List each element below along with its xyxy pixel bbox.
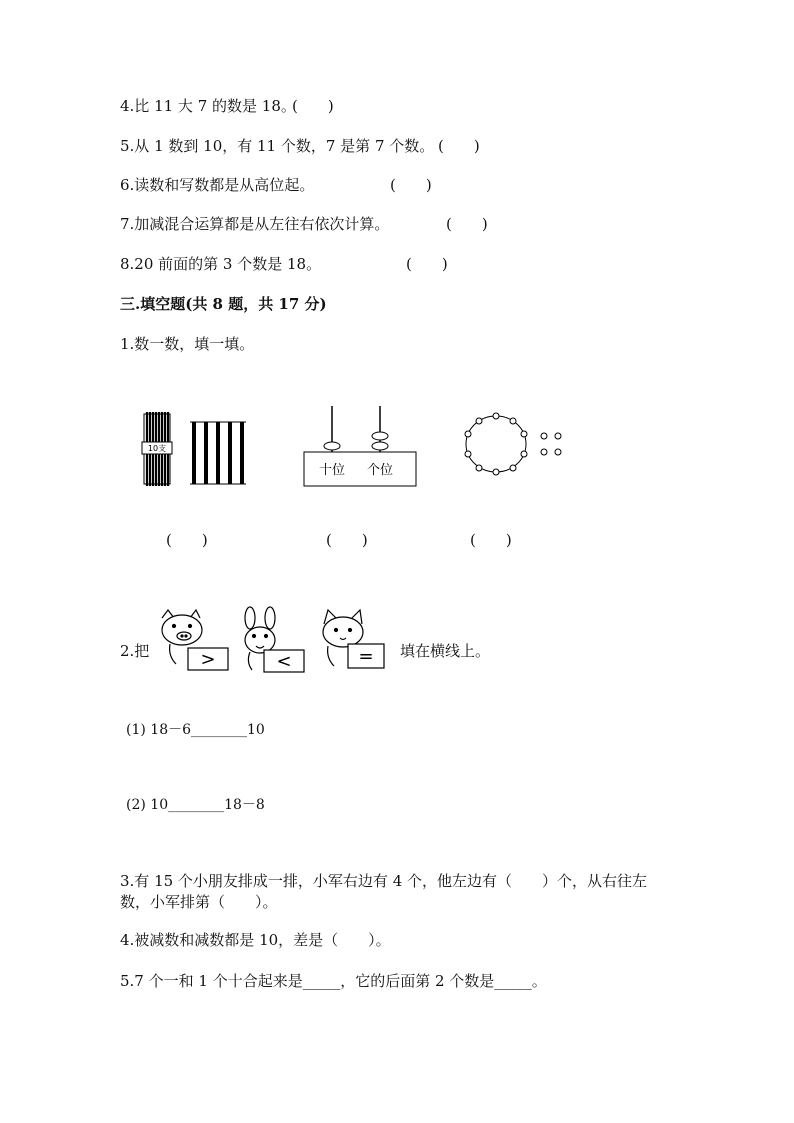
judge-question-6: 6.读数和写数都是从高位起。 [120, 176, 315, 194]
abacus-bead-icon [324, 442, 340, 450]
judge-question-5: 5.从 1 数到 10，有 11 个数，7 是第 7 个数。 [120, 137, 435, 155]
fill-question-5[interactable]: 5.7 个一和 1 个十合起来是_____，它的后面第 2 个数是_____。 [120, 972, 547, 990]
answer-paren[interactable]: ( ) [446, 215, 488, 233]
answer-paren[interactable]: ( ) [292, 97, 334, 115]
single-sticks-icon [190, 422, 246, 484]
fill-question-2-item-2[interactable]: (2) 10________18－8 [126, 797, 265, 813]
loose-beads-icon [541, 433, 561, 455]
bead-ring-icon [465, 413, 527, 475]
animal-signs-figure [154, 606, 398, 676]
answer-paren[interactable]: ( ) [390, 176, 432, 194]
equals-sign: = [358, 646, 374, 667]
ones-label: 个位 [366, 463, 394, 478]
pig-holding-sign-icon [162, 610, 228, 670]
bundle-label: 10支 [147, 444, 167, 453]
rabbit-holding-sign-icon [245, 607, 304, 672]
fill-question-1: 1.数一数，填一填。 [120, 335, 255, 353]
judge-question-7: 7.加减混合运算都是从左往右依次计算。 [120, 215, 390, 233]
tens-label: 十位 [318, 463, 346, 478]
fill-question-2-suffix: 填在横线上。 [400, 642, 491, 660]
fill-question-2-item-1[interactable]: (1) 18－6________10 [126, 722, 265, 738]
abacus-figure [302, 404, 418, 488]
sticks-bundle-figure [138, 408, 248, 488]
abacus-bead-icon [372, 442, 388, 450]
greater-than-sign: > [200, 649, 216, 670]
fill-question-4[interactable]: 4.被减数和减数都是 10，差是（ ）。 [120, 931, 391, 949]
section-heading: 三.填空题(共 8 题，共 17 分) [120, 295, 327, 313]
fill-question-3-line-2[interactable]: 数，小军排第（ ）。 [120, 893, 278, 911]
answer-paren[interactable]: ( ) [406, 255, 448, 273]
abacus-bead-icon [372, 432, 388, 440]
judge-question-4: 4.比 11 大 7 的数是 18。 [120, 97, 296, 115]
answer-paren[interactable]: ( ) [326, 531, 368, 549]
beads-circle-figure [458, 412, 570, 480]
judge-question-8: 8.20 前面的第 3 个数是 18。 [120, 255, 322, 273]
cat-holding-sign-icon [323, 610, 384, 668]
answer-paren[interactable]: ( ) [438, 137, 480, 155]
answer-paren[interactable]: ( ) [470, 531, 512, 549]
fill-question-2-prefix: 2.把 [120, 642, 150, 660]
stick-bundle-icon [142, 412, 172, 486]
fill-question-3-line-1[interactable]: 3.有 15 个小朋友排成一排，小军右边有 4 个，他左边有（ ）个，从右往左 [120, 872, 648, 890]
answer-paren[interactable]: ( ) [166, 531, 208, 549]
less-than-sign: < [276, 651, 292, 672]
